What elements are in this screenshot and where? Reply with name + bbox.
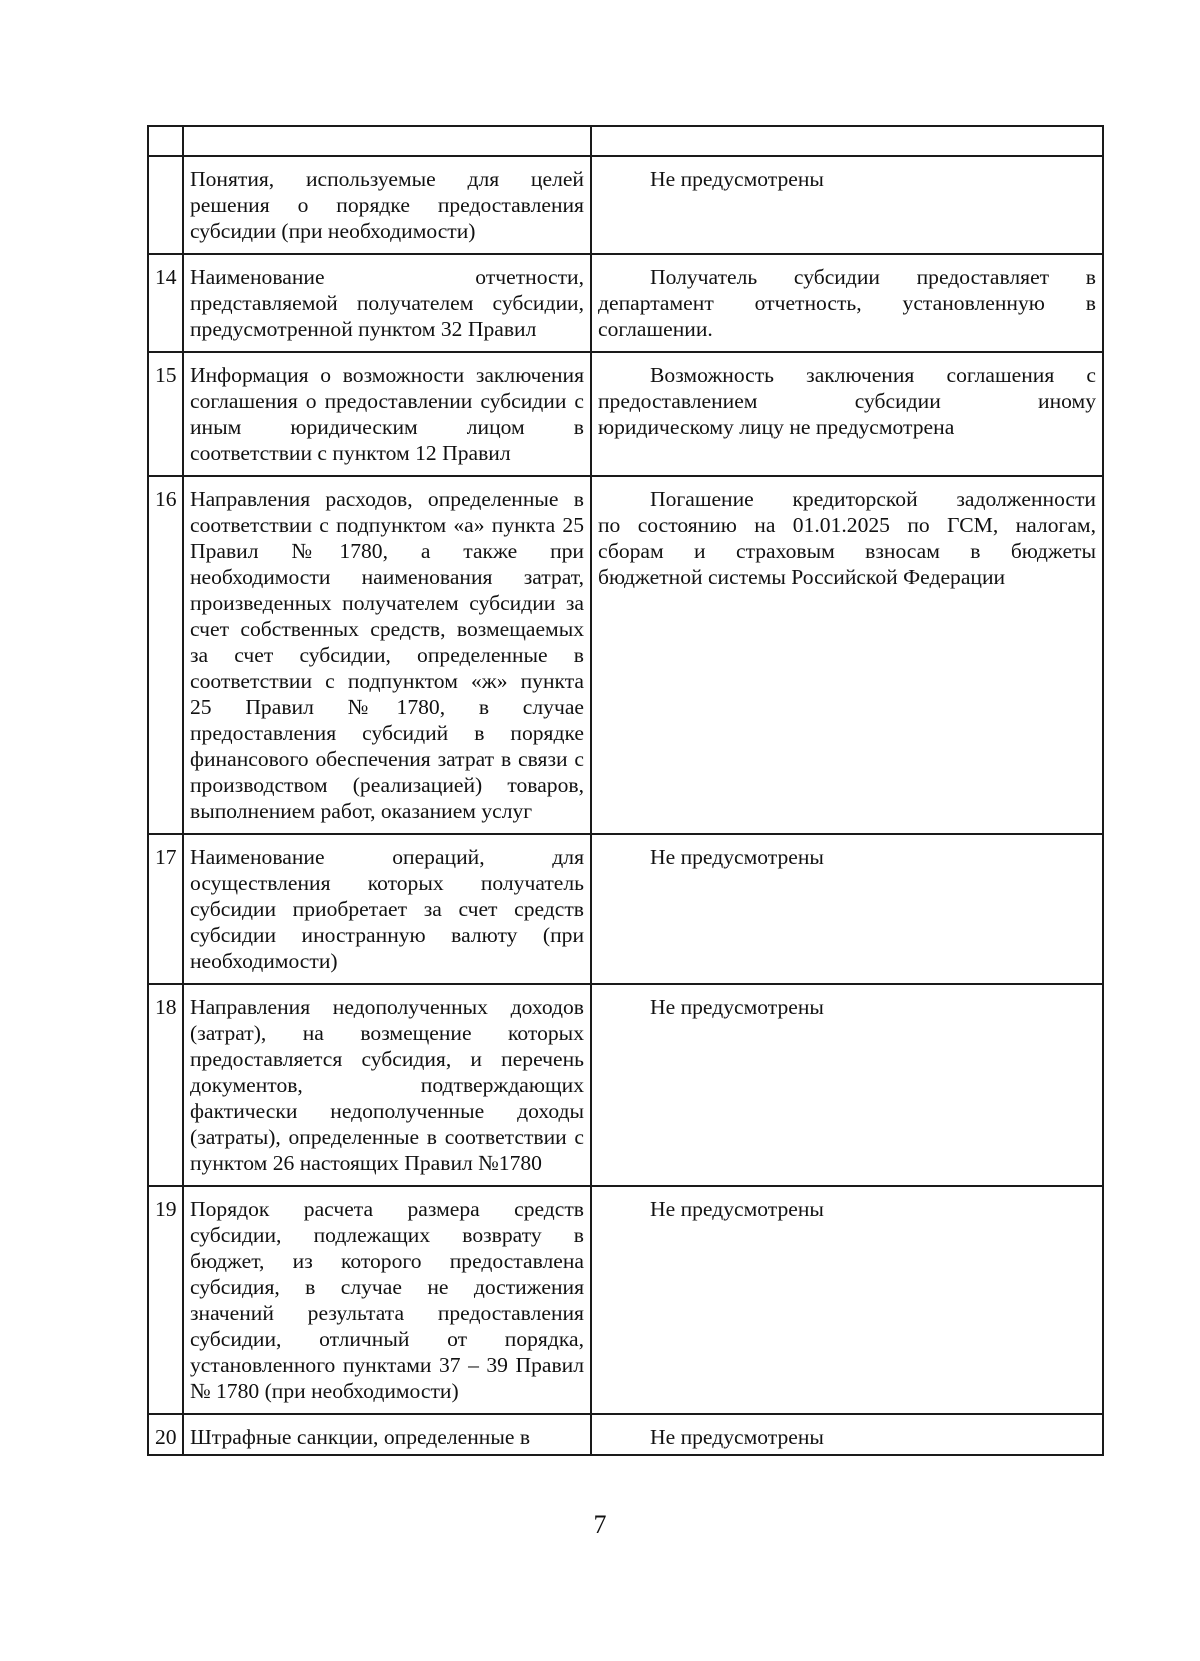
parameter-name-line: предоставляется субсидия, и перечень bbox=[190, 1047, 584, 1071]
parameter-value-line: сборам и страховым взносам в бюджеты bbox=[598, 539, 1096, 563]
parameter-value-line: соглашении. bbox=[598, 317, 713, 341]
parameter-value-line: Не предусмотрены bbox=[650, 1425, 824, 1449]
row-parameter-value bbox=[591, 254, 1103, 352]
parameter-name-line: Понятия, используемые для целей bbox=[190, 167, 584, 191]
parameter-name-line: Информация о возможности заключения bbox=[190, 363, 584, 387]
parameter-name-line: выполнением работ, оказанием услуг bbox=[190, 799, 533, 823]
parameter-name-line: предусмотренной пунктом 32 Правил bbox=[190, 317, 537, 341]
row-parameter-name bbox=[183, 1414, 591, 1455]
parameter-name-line: (затрат), на возмещение которых bbox=[190, 1021, 584, 1045]
table-row bbox=[148, 476, 1103, 834]
parameter-name-line: Направления расходов, определенные в bbox=[190, 487, 584, 511]
table-row bbox=[148, 254, 1103, 352]
parameter-name-line: необходимости наименования затрат, bbox=[190, 565, 584, 589]
parameter-name-line: субсидии (при необходимости) bbox=[190, 219, 476, 243]
row-parameter-name bbox=[183, 834, 591, 984]
row-parameter-name bbox=[183, 254, 591, 352]
row-parameter-name bbox=[183, 476, 591, 834]
parameter-name-line: произведенных получателем субсидии за bbox=[190, 591, 584, 615]
row-number: 14 bbox=[148, 254, 183, 352]
header-cell-name bbox=[183, 126, 591, 156]
parameter-name-line: (затраты), определенные в соответствии с bbox=[190, 1125, 584, 1149]
parameter-name-line: бюджет, из которого предоставлена bbox=[190, 1249, 584, 1273]
subsidy-conditions-table bbox=[147, 125, 1104, 1456]
row-number: 18 bbox=[148, 984, 183, 1186]
parameter-name-line: субсидии, подлежащих возврату в bbox=[190, 1223, 584, 1247]
parameter-value-line: Не предусмотрены bbox=[650, 167, 824, 191]
parameter-name-line: значений результата предоставления bbox=[190, 1301, 584, 1325]
table-row bbox=[148, 156, 1103, 254]
parameter-name-line: соответствии с подпунктом «а» пункта 25 bbox=[190, 513, 584, 537]
parameter-name-line: Порядок расчета размера средств bbox=[190, 1197, 584, 1221]
parameter-name-line: производством (реализацией) товаров, bbox=[190, 773, 584, 797]
parameter-value-line: предоставлением субсидии иному bbox=[598, 389, 1096, 413]
parameter-name-line: Наименование операций, для bbox=[190, 845, 584, 869]
table-row bbox=[148, 834, 1103, 984]
parameter-name-line: необходимости) bbox=[190, 949, 338, 973]
table-row bbox=[148, 1186, 1103, 1414]
row-parameter-name bbox=[183, 984, 591, 1186]
parameter-name-line: представляемой получателем субсидии, bbox=[190, 291, 584, 315]
row-parameter-value bbox=[591, 1186, 1103, 1414]
parameter-name-line: за счет субсидии, определенные в bbox=[190, 643, 584, 667]
table-row bbox=[148, 352, 1103, 476]
parameter-value-line: юридическому лицу не предусмотрена bbox=[598, 415, 955, 439]
parameter-name-line: Наименование отчетности, bbox=[190, 265, 584, 289]
parameter-value-line: по состоянию на 01.01.2025 по ГСМ, налогам, bbox=[598, 513, 1096, 537]
parameter-name-line: Штрафные санкции, определенные в bbox=[190, 1425, 531, 1449]
parameter-value-line: Получатель субсидии предоставляет в bbox=[650, 265, 1096, 289]
parameter-value-line: Не предусмотрены bbox=[650, 995, 824, 1019]
parameter-name-line: субсидии иностранную валюту (при bbox=[190, 923, 584, 947]
parameter-name-line: Правил №1780, а также при bbox=[190, 539, 584, 563]
parameter-name-line: финансового обеспечения затрат в связи с bbox=[190, 747, 584, 771]
row-parameter-value bbox=[591, 476, 1103, 834]
parameter-name-line: пунктом 26 настоящих Правил №1780 bbox=[190, 1151, 542, 1175]
row-parameter-value bbox=[591, 352, 1103, 476]
parameter-name-line: документов, подтверждающих bbox=[190, 1073, 584, 1097]
parameter-name-line: Направления недополученных доходов bbox=[190, 995, 584, 1019]
row-parameter-name bbox=[183, 1186, 591, 1414]
parameter-name-line: установленного пунктами 37 – 39 Правил bbox=[190, 1353, 584, 1377]
row-parameter-value bbox=[591, 834, 1103, 984]
row-number: 17 bbox=[148, 834, 183, 984]
parameter-value-line: Не предусмотрены bbox=[650, 845, 824, 869]
row-parameter-value bbox=[591, 1414, 1103, 1455]
row-number: 19 bbox=[148, 1186, 183, 1414]
parameter-value-line: департамент отчетность, установленную в bbox=[598, 291, 1096, 315]
header-cell-value bbox=[591, 126, 1103, 156]
table-header-row bbox=[148, 126, 1103, 156]
row-number bbox=[148, 156, 183, 254]
table-row bbox=[148, 1414, 1103, 1455]
row-number: 15 bbox=[148, 352, 183, 476]
parameter-name-line: субсидии приобретает за счет средств bbox=[190, 897, 584, 921]
row-parameter-value bbox=[591, 984, 1103, 1186]
parameter-name-line: № 1780 (при необходимости) bbox=[190, 1379, 459, 1403]
parameter-name-line: субсидии, отличный от порядка, bbox=[190, 1327, 584, 1351]
parameter-name-line: осуществления которых получатель bbox=[190, 871, 584, 895]
table-row bbox=[148, 984, 1103, 1186]
parameter-name-line: предоставления субсидий в порядке bbox=[190, 721, 584, 745]
row-number: 16 bbox=[148, 476, 183, 834]
row-parameter-value bbox=[591, 156, 1103, 254]
parameter-value-line: бюджетной системы Российской Федерации bbox=[598, 565, 1006, 589]
parameter-name-line: счет собственных средств, возмещаемых bbox=[190, 617, 584, 641]
parameter-name-line: субсидия, в случае не достижения bbox=[190, 1275, 584, 1299]
parameter-name-line: соответствии с пунктом 12 Правил bbox=[190, 441, 511, 465]
header-cell-num bbox=[148, 126, 183, 156]
page-number: 7 bbox=[593, 1510, 607, 1539]
row-number: 20 bbox=[148, 1414, 183, 1455]
parameter-value-line: Возможность заключения соглашения с bbox=[650, 363, 1096, 387]
parameter-name-line: иным юридическим лицом в bbox=[190, 415, 584, 439]
row-parameter-name bbox=[183, 156, 591, 254]
parameter-name-line: соглашения о предоставлении субсидии с bbox=[190, 389, 584, 413]
parameter-name-line: фактически недополученные доходы bbox=[190, 1099, 584, 1123]
parameter-value-line: Не предусмотрены bbox=[650, 1197, 824, 1221]
parameter-name-line: решения о порядке предоставления bbox=[190, 193, 584, 217]
parameter-value-line: Погашение кредиторской задолженности bbox=[650, 487, 1096, 511]
parameter-name-line: 25 Правил №1780, в случае bbox=[190, 695, 584, 719]
parameter-name-line: соответствии с подпунктом «ж» пункта bbox=[190, 669, 584, 693]
row-parameter-name bbox=[183, 352, 591, 476]
